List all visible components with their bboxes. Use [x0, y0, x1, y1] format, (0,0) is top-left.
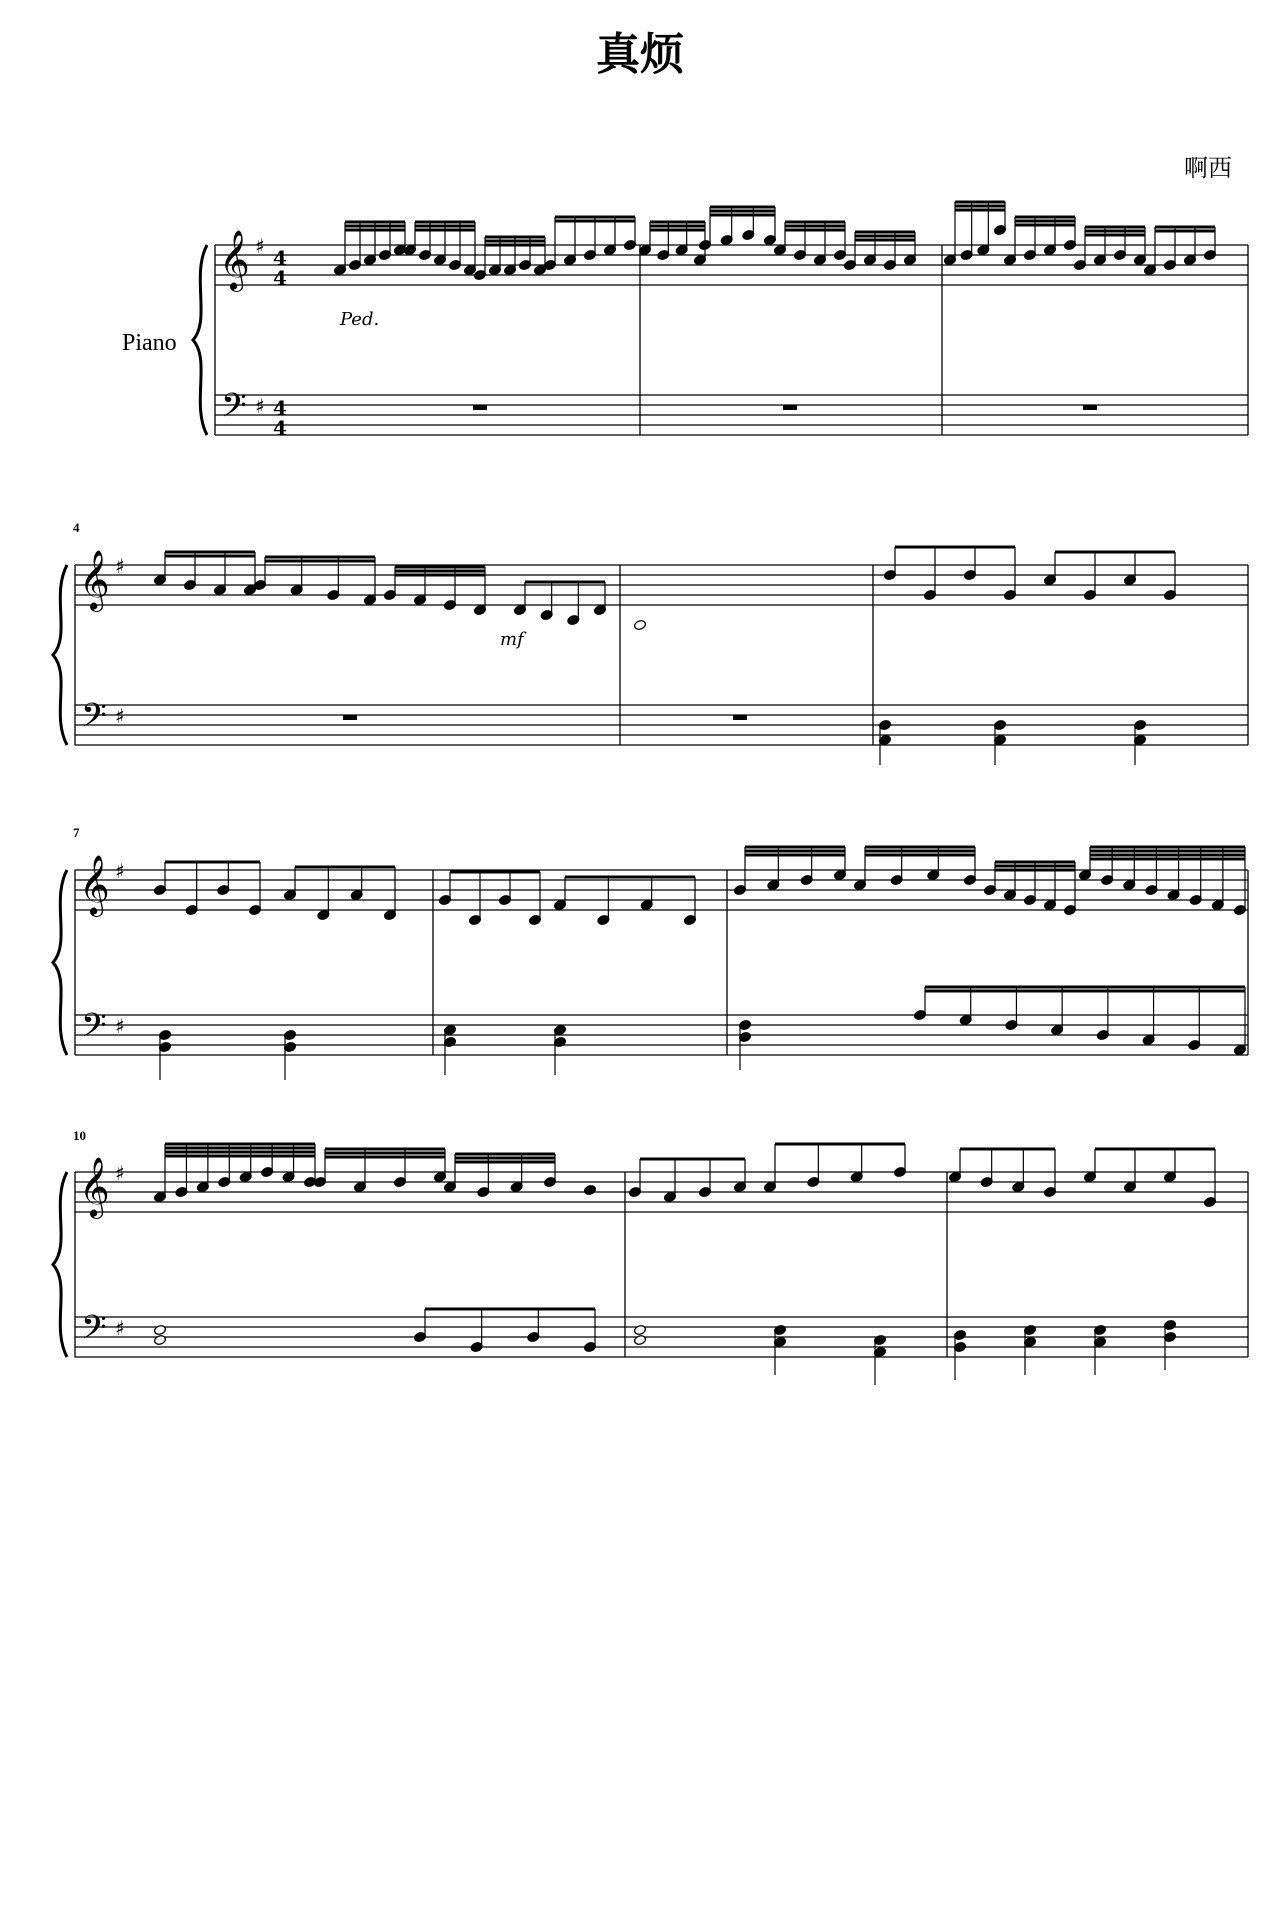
- sharp-icon: ♯: [115, 704, 125, 728]
- sharp-icon: ♯: [255, 234, 265, 258]
- brace-icon: [53, 565, 67, 745]
- sharp-icon: ♯: [115, 1316, 125, 1340]
- composer-name: 啊西: [1184, 154, 1232, 182]
- score-title: 真烦: [596, 29, 684, 80]
- treble-clef-icon: 𝄞: [79, 1157, 110, 1217]
- sharp-icon: ♯: [115, 1161, 125, 1185]
- note-head: [633, 1324, 646, 1335]
- bass-clef-icon: 𝄢: [81, 1007, 107, 1053]
- whole-rest-icon: [733, 715, 747, 720]
- time-sig-top: 4: [273, 246, 287, 270]
- note-head: [153, 1334, 166, 1345]
- bass-clef-icon: 𝄢: [81, 1309, 107, 1355]
- bass-clef-icon: 𝄢: [221, 387, 247, 433]
- whole-rest-icon: [1083, 405, 1097, 410]
- treble-clef-icon: 𝄞: [79, 855, 110, 915]
- bass-clef-icon: 𝄢: [81, 697, 107, 743]
- note-head: [583, 1184, 596, 1195]
- time-sig-top: 4: [273, 396, 287, 420]
- note-head: [153, 1324, 166, 1335]
- treble-clef-icon: 𝄞: [219, 230, 250, 290]
- mf-marking: mf: [500, 629, 524, 650]
- note-head: [633, 619, 646, 630]
- note-head: [633, 1334, 646, 1345]
- whole-rest-icon: [473, 405, 487, 410]
- whole-rest-icon: [343, 715, 357, 720]
- instrument-label: Piano: [122, 330, 177, 356]
- sharp-icon: ♯: [115, 554, 125, 578]
- sharp-icon: ♯: [255, 394, 265, 418]
- pedal-marking: Ped.: [340, 309, 380, 330]
- brace-icon: [53, 1172, 67, 1357]
- time-sig-bottom: 4: [273, 416, 287, 440]
- measure-number: 10: [73, 1128, 86, 1143]
- measure-number: 7: [73, 825, 80, 840]
- sharp-icon: ♯: [115, 1014, 125, 1038]
- whole-rest-icon: [783, 405, 797, 410]
- brace-icon: [193, 245, 207, 435]
- measure-number: 4: [73, 520, 80, 535]
- time-sig-bottom: 4: [273, 266, 287, 290]
- brace-icon: [53, 870, 67, 1055]
- sharp-icon: ♯: [115, 859, 125, 883]
- treble-clef-icon: 𝄞: [79, 550, 110, 610]
